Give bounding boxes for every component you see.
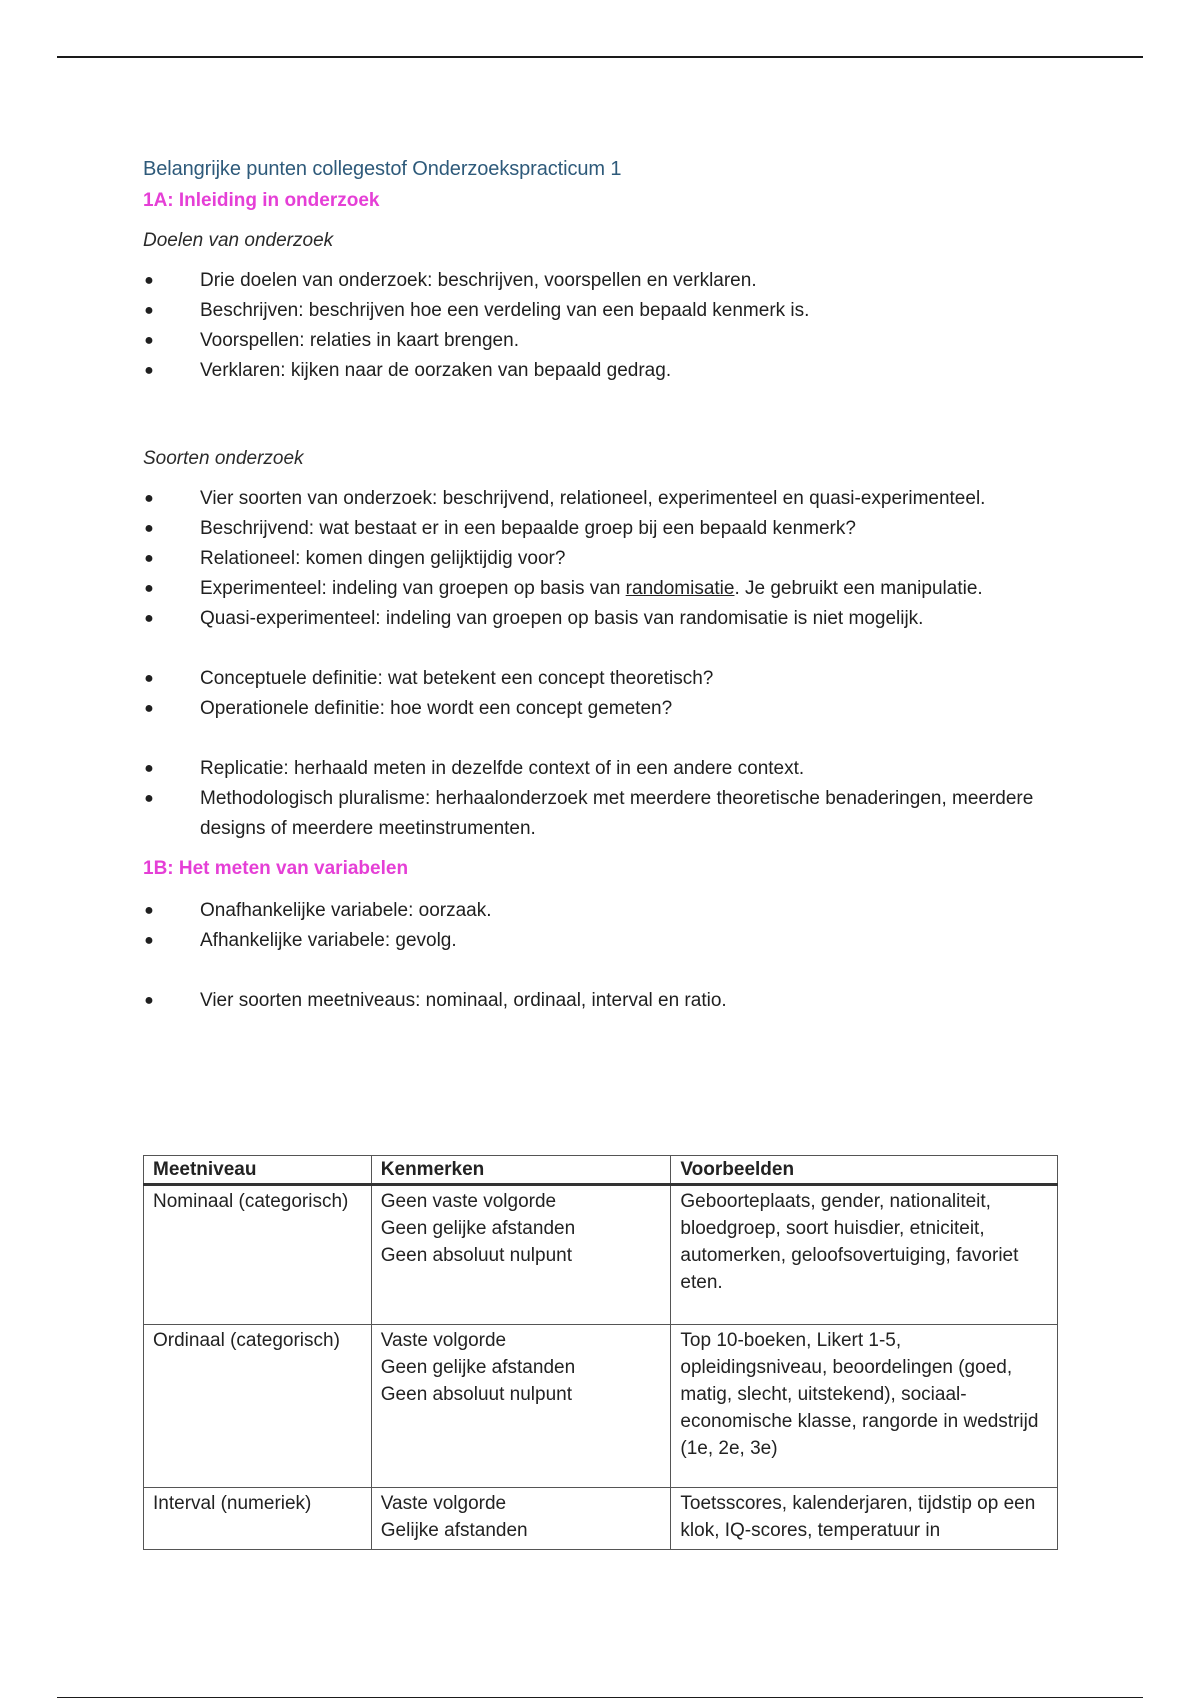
- bullet-icon: ●: [144, 992, 154, 1009]
- list-item: ● Replicatie: herhaald meten in dezelfde context of in een andere context.: [143, 754, 1073, 784]
- table-row: [144, 1185, 1058, 1325]
- table-cell: Geboorteplaats, gender, nationaliteit, bloedgroep, soort huisdier, etniciteit, automerken, geloofsovertuiging, favoriet eten.: [671, 1185, 1058, 1325]
- doelen-subheading: Doelen van onderzoek: [143, 230, 334, 251]
- list-item: ● Vier soorten van onderzoek: beschrijvend, relationeel, experimenteel en quasi-experimenteel.: [143, 484, 1073, 514]
- list-item: ● Voorspellen: relaties in kaart brengen.: [143, 326, 1073, 356]
- list-item: ● Relationeel: komen dingen gelijktijdig voor?: [143, 544, 1073, 574]
- table-cell: Toetsscores, kalenderjaren, tijdstip op een klok, IQ-scores, temperatuur in: [671, 1488, 1058, 1550]
- soorten-subheading: Soorten onderzoek: [143, 448, 304, 469]
- bullet-icon: ●: [144, 490, 154, 507]
- bullet-icon: ●: [144, 790, 154, 807]
- list-item: ● Beschrijven: beschrijven hoe een verdeling van een bepaald kenmerk is.: [143, 296, 1073, 326]
- document-title: Belangrijke punten collegestof Onderzoekspracticum 1: [143, 158, 622, 180]
- bullet-icon: ●: [144, 580, 154, 597]
- variabelen-list: [143, 896, 1073, 956]
- table-row: [144, 1325, 1058, 1488]
- underlined-term: randomisatie: [625, 578, 735, 599]
- bullet-icon: ●: [144, 932, 154, 949]
- table-cell: Vaste volgorde Geen gelijke afstanden Geen absoluut nulpunt: [371, 1325, 671, 1488]
- list-item: ● Experimenteel: indeling van groepen op basis van randomisatie. Je gebruikt een manipulatie.: [143, 574, 1073, 604]
- bullet-icon: ●: [144, 670, 154, 687]
- list-item: ● Beschrijvend: wat bestaat er in een bepaalde groep bij een bepaald kenmerk?: [143, 514, 1073, 544]
- bullet-icon: ●: [144, 272, 154, 289]
- column-header: Kenmerken: [371, 1156, 671, 1185]
- bullet-icon: ●: [144, 700, 154, 717]
- table-cell: Ordinaal (categorisch): [144, 1325, 372, 1488]
- list-item: ● Verklaren: kijken naar de oorzaken van bepaald gedrag.: [143, 356, 1073, 386]
- table-cell: Nominaal (categorisch): [144, 1185, 372, 1325]
- bullet-icon: ●: [144, 902, 154, 919]
- document-body: [143, 158, 1073, 1016]
- meetniveau-table: [143, 1155, 1058, 1550]
- table-cell: Vaste volgorde Gelijke afstanden: [371, 1488, 671, 1550]
- bullet-icon: ●: [144, 362, 154, 379]
- bullet-icon: ●: [144, 302, 154, 319]
- section-1b-heading: 1B: Het meten van variabelen: [143, 858, 409, 879]
- bullet-icon: ●: [144, 520, 154, 537]
- column-header: Meetniveau: [144, 1156, 372, 1185]
- doelen-list: [143, 266, 1073, 386]
- list-item: ● Onafhankelijke variabele: oorzaak.: [143, 896, 1073, 926]
- section-1a-heading: 1A: Inleiding in onderzoek: [143, 190, 380, 211]
- soorten-list: [143, 484, 1073, 634]
- table-header-row: [144, 1156, 1058, 1185]
- bullet-icon: ●: [144, 760, 154, 777]
- bullet-icon: ●: [144, 332, 154, 349]
- column-header: Voorbeelden: [671, 1156, 1058, 1185]
- list-item: ● Operationele definitie: hoe wordt een concept gemeten?: [143, 694, 1073, 724]
- list-item: ● Quasi-experimenteel: indeling van groepen op basis van randomisatie is niet mogelijk.: [143, 604, 1073, 634]
- bullet-icon: ●: [144, 550, 154, 567]
- list-item: ● Drie doelen van onderzoek: beschrijven, voorspellen en verklaren.: [143, 266, 1073, 296]
- page-bottom-rule: [57, 1697, 1143, 1698]
- definities-list: [143, 664, 1073, 724]
- table-cell: Geen vaste volgorde Geen gelijke afstanden Geen absoluut nulpunt: [371, 1185, 671, 1325]
- replicatie-list: [143, 754, 1073, 844]
- page-top-rule: [57, 56, 1143, 58]
- bullet-icon: ●: [144, 610, 154, 627]
- list-item: ● Methodologisch pluralisme: herhaalonderzoek met meerdere theoretische benaderingen, meerdere designs of meerdere meetinstrumenten.: [143, 784, 1073, 844]
- meetniveaus-list: [143, 986, 1073, 1016]
- list-item: ● Afhankelijke variabele: gevolg.: [143, 926, 1073, 956]
- table-cell: Interval (numeriek): [144, 1488, 372, 1550]
- list-item: ● Conceptuele definitie: wat betekent een concept theoretisch?: [143, 664, 1073, 694]
- list-item: ● Vier soorten meetniveaus: nominaal, ordinaal, interval en ratio.: [143, 986, 1073, 1016]
- table-row: [144, 1488, 1058, 1550]
- table-cell: Top 10-boeken, Likert 1-5, opleidingsniveau, beoordelingen (goed, matig, slecht, uitstekend), sociaal-economische klasse, rangorde in wedstrijd (1e, 2e, 3e): [671, 1325, 1058, 1488]
